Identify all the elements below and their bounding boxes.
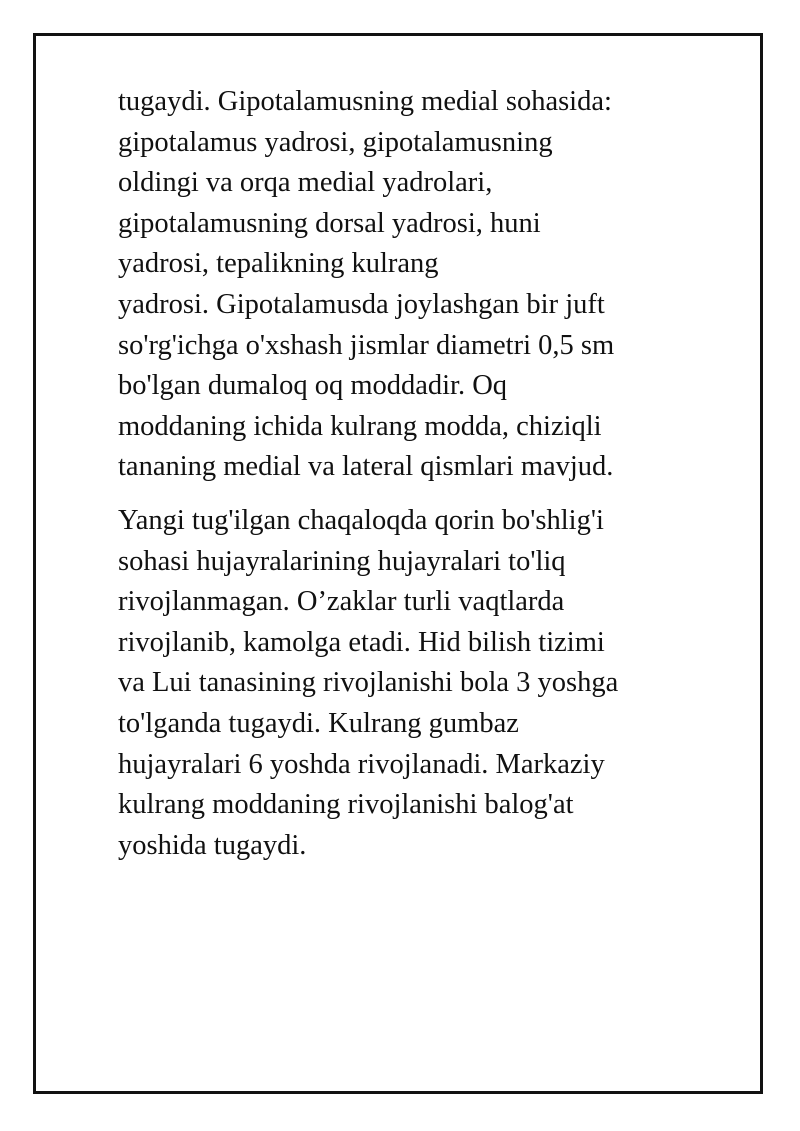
text-line: Yangi tug'ilgan chaqaloqda qorin bo'shlig'i bbox=[118, 504, 604, 536]
text-line: rivojlanib, kamolga etadi. Hid bilish tizimi bbox=[118, 626, 605, 658]
paragraph-2 bbox=[118, 501, 738, 866]
text-line: hujayralari 6 yoshda rivojlanadi. Markaziy bbox=[118, 748, 605, 780]
page-border bbox=[33, 33, 763, 1094]
text-line: yadrosi. Gipotalamusda joylashgan bir juft bbox=[118, 288, 605, 320]
text-line: so'rg'ichga o'xshash jismlar diametri 0,5 sm bbox=[118, 329, 615, 361]
text-line: bo'lgan dumaloq oq moddadir. Oq bbox=[118, 370, 508, 402]
text-line: yadrosi, tepalikning kulrang bbox=[118, 248, 439, 280]
text-line: va Lui tanasining rivojlanishi bola 3 yoshga bbox=[118, 667, 619, 699]
paragraph-1 bbox=[118, 82, 738, 488]
text-line: rivojlanmagan. O’zaklar turli vaqtlarda bbox=[118, 586, 565, 618]
text-line: yoshida tugaydi. bbox=[118, 829, 307, 861]
text-line: gipotalamusning dorsal yadrosi, huni bbox=[118, 207, 541, 239]
document-body bbox=[118, 82, 738, 866]
text-line: tugaydi. Gipotalamusning medial sohasida: bbox=[118, 86, 612, 117]
text-line: tananing medial va lateral qismlari mavjud. bbox=[118, 451, 614, 483]
text-line: sohasi hujayralarining hujayralari to'liq bbox=[118, 545, 566, 577]
text-line: gipotalamus yadrosi, gipotalamusning bbox=[118, 126, 553, 158]
text-line: to'lganda tugaydi. Kulrang gumbaz bbox=[118, 707, 519, 739]
text-line: oldingi va orqa medial yadrolari, bbox=[118, 167, 493, 199]
text-line: kulrang moddaning rivojlanishi balog'at bbox=[118, 789, 574, 821]
text-line: moddaning ichida kulrang modda, chiziqli bbox=[118, 410, 602, 442]
